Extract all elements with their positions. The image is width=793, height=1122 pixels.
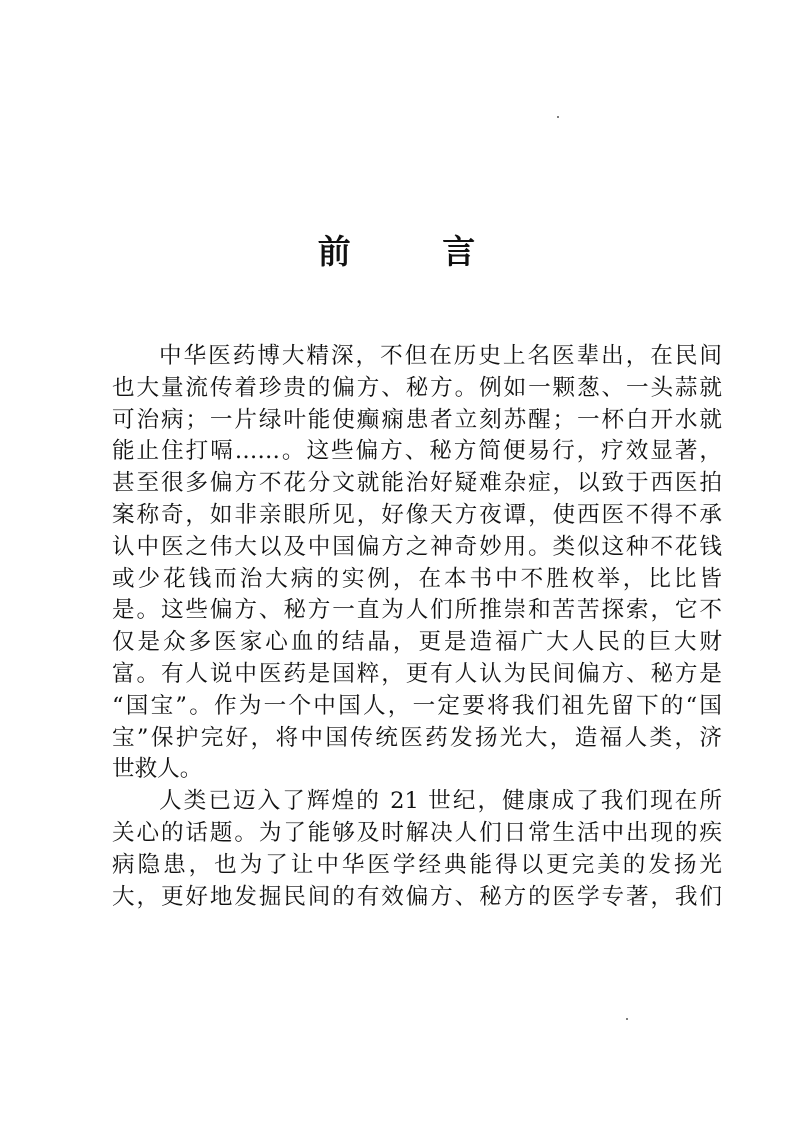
paragraph-line: “国宝”。作为一个中国人，一定要将我们祖先留下的“国 [112,692,722,719]
paragraph-line: 中华医药博大精深，不但在历史上名医辈出，在民间 [159,343,722,369]
scan-speck [626,1018,628,1020]
paragraph-line: 人类已迈入了辉煌的 21 世纪，健康成了我们现在所 [159,788,722,815]
body-text [112,341,722,913]
paragraph-line: 可治病；一片绿叶能使癫痫患者立刻苏醒；一杯白开水就 [112,406,722,433]
paragraph-line: 大，更好地发掘民间的有效偏方、秘方的医学专著，我们 [112,883,722,910]
paragraph-line: 病隐患，也为了让中华医学经典能得以更完美的发扬光 [112,851,722,878]
paragraph-line: 关心的话题。为了能够及时解决人们日常生活中出现的疾 [112,819,722,846]
paragraph-line: 世救人。 [112,756,203,783]
paragraph-line: 宝”保护完好，将中国传统医药发扬光大，造福人类，济 [112,724,722,751]
paragraph-line: 能止住打嗝……。这些偏方、秘方简便易行，疗效显著， [112,438,722,465]
scan-speck [557,116,559,118]
paragraph-line: 或少花钱而治大病的实例，在本书中不胜枚举，比比皆 [112,565,722,592]
paragraph-line: 认中医之伟大以及中国偏方之神奇妙用。类似这种不花钱 [112,533,722,560]
paragraph-line: 是。这些偏方、秘方一直为人们所推崇和苦苦探索，它不 [112,597,722,624]
page-title: 前 言 [317,232,516,271]
paragraph-line: 富。有人说中医药是国粹，更有人认为民间偏方、秘方是 [112,660,722,687]
paragraph-line: 甚至很多偏方不花分文就能治好疑难杂症，以致于西医拍 [112,470,722,497]
paragraph-line: 也大量流传着珍贵的偏方、秘方。例如一颗葱、一头蒜就 [112,374,722,401]
paragraph-line: 案称奇，如非亲眼所见，好像天方夜谭，使西医不得不承 [112,501,722,528]
paragraph-line: 仅是众多医家心血的结晶，更是造福广大人民的巨大财 [112,629,722,656]
